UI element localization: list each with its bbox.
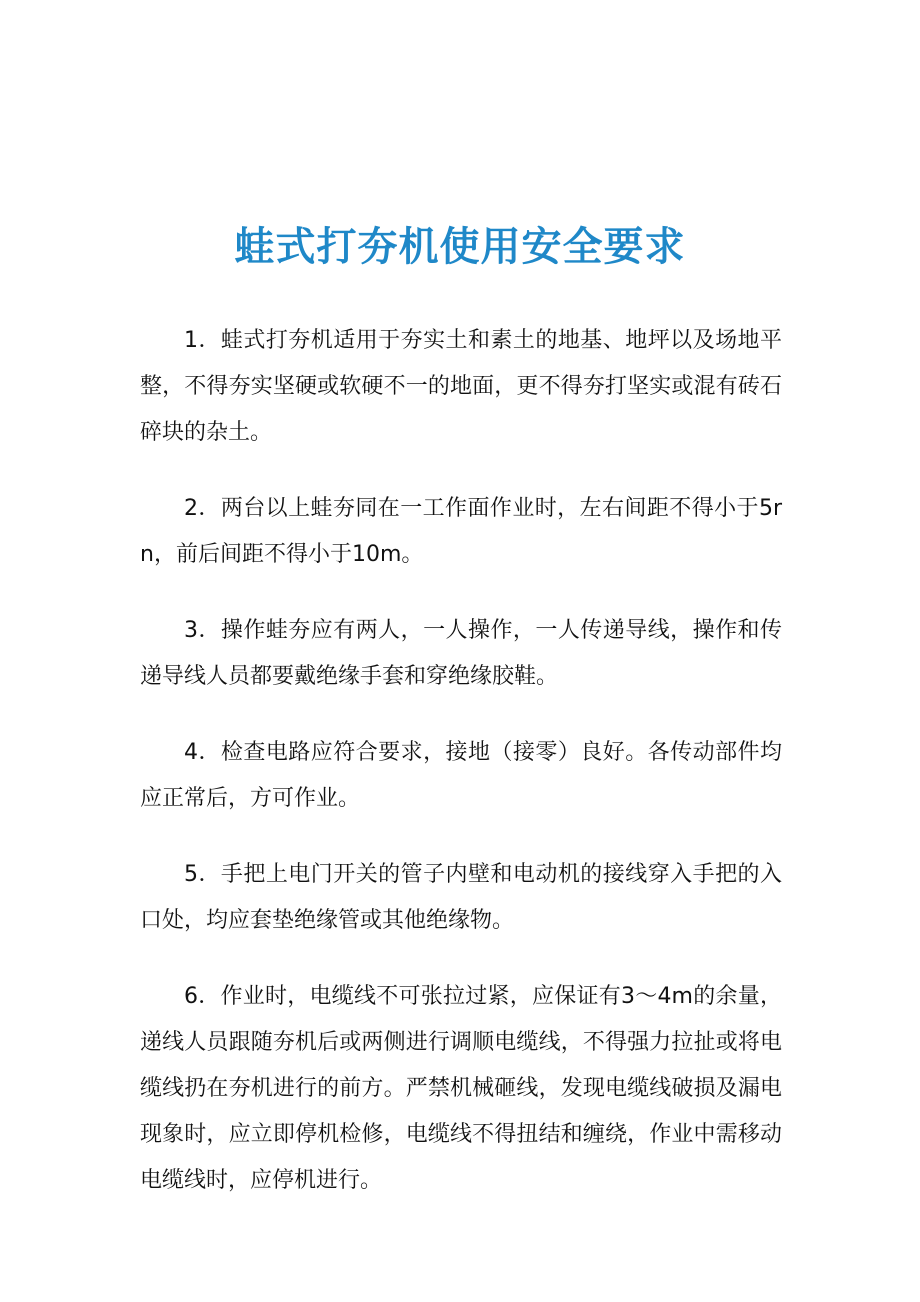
paragraph-3: 3．操作蛙夯应有两人，一人操作，一人传递导线，操作和传递导线人员都要戴绝缘手套和穿绝缘胶鞋。 <box>140 618 782 689</box>
paragraph-5: 5．手把上电门开关的管子内壁和电动机的接线穿入手把的入口处，均应套垫绝缘管或其他绝缘物。 <box>140 862 782 933</box>
paragraph-1: 1．蛙式打夯机适用于夯实土和素土的地基、地坪以及场地平整，不得夯实坚硬或软硬不一的地面，更不得夯打坚实或混有砖石碎块的杂土。 <box>140 328 782 445</box>
page-title: 蛙式打夯机使用安全要求 <box>234 223 686 270</box>
document-body <box>140 318 782 1234</box>
paragraph-4: 4．检查电路应符合要求，接地（接零）良好。各传动部件均应正常后，方可作业。 <box>140 740 782 811</box>
paragraph-6: 6．作业时，电缆线不可张拉过紧，应保证有3～4m的余量，递线人员跟随夯机后或两侧进行调顺电缆线，不得强力拉扯或将电缆线扔在夯机进行的前方。严禁机械砸线，发现电缆线破损及漏电现象时，应立即停机检修，电缆线不得扭结和缠绕，作业中需移动电缆线时，应停机进行。 <box>140 984 782 1193</box>
paragraph-2: 2．两台以上蛙夯同在一工作面作业时，左右间距不得小于5rn，前后间距不得小于10m。 <box>140 496 782 567</box>
